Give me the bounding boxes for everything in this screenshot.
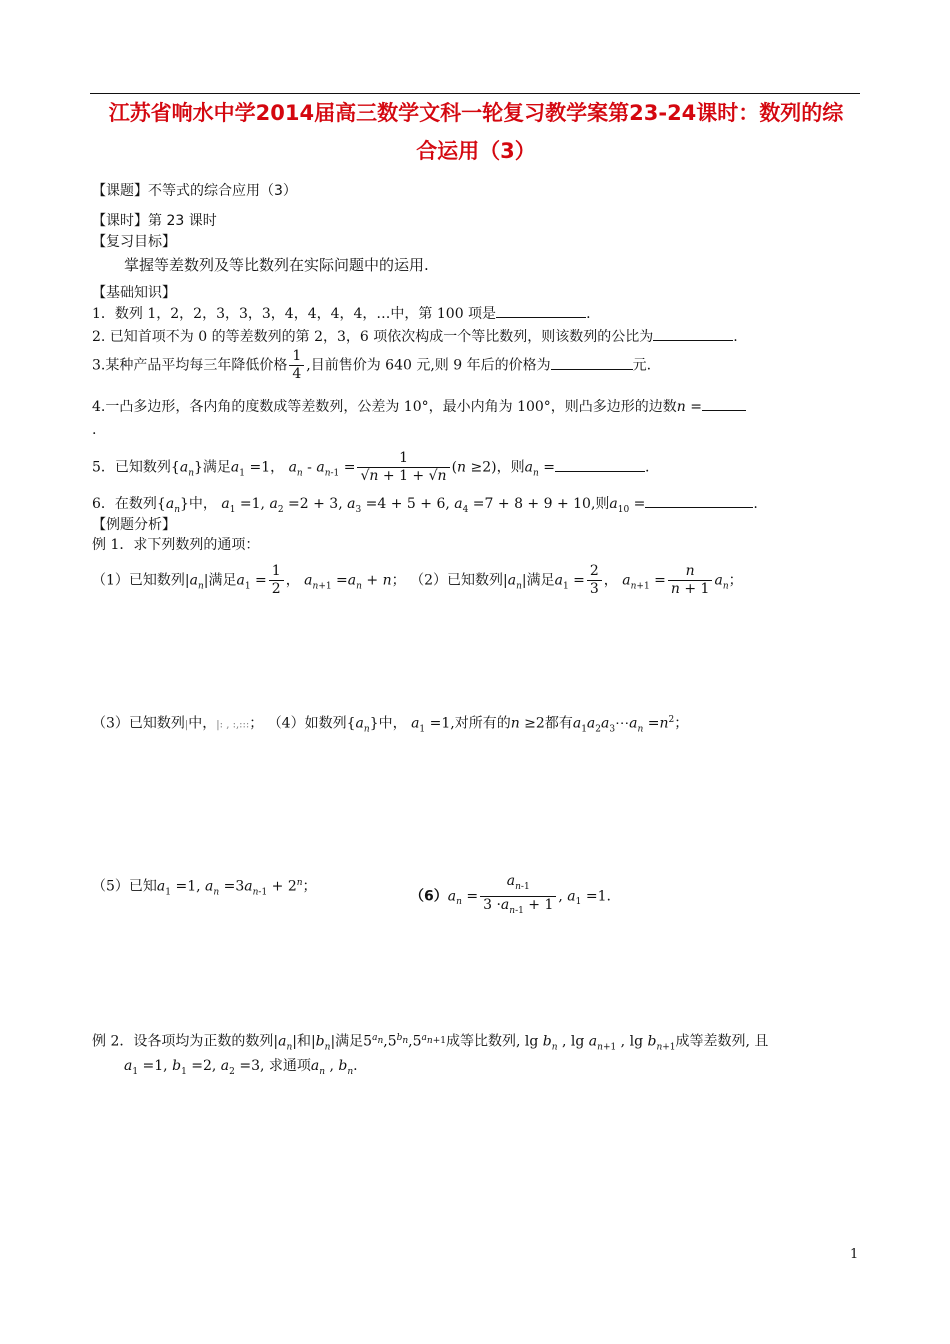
example-1-part-3-mid: 中， <box>188 715 217 732</box>
example-1-part-4-all: ,对所有的 <box>450 715 511 732</box>
question-6-text: 6．在数列 <box>92 496 157 512</box>
question-5-text: 5．已知数列 <box>92 459 171 476</box>
fraction-sqrt: $\frac{1}{√n + 1 + √n}$ <box>357 450 449 485</box>
question-3 <box>92 348 651 383</box>
page-number: 1 <box>850 1247 859 1262</box>
example-2-line-1: 例 2．设各项均为正数的数列$|a_n|$和$|b_n|$满足$5^{a_n},5^{b_n},5^{a_{n+1}}$成等比数列, $\lg b_n$ , $\lg a_{n+1}$ , $\lg b_{n+1}$成等差数列, 且 <box>92 1033 769 1053</box>
example-1-part-6-text: （6） <box>410 888 448 905</box>
question-3-mid: ,目前售价为 640 元,则 9 年后的价格为 <box>306 357 551 374</box>
question-3-end: 元. <box>632 357 652 374</box>
question-4-period: . <box>92 422 97 438</box>
satisfy-text: 满足 <box>526 572 555 589</box>
example-1-part-4-have: 都有 <box>544 715 573 732</box>
example-1-part-6: $(6)a_n$ = $\frac{a_{n-1}}{3 \cdot a_{n-1} + 1}$ , $a_1 =1$. <box>410 873 611 916</box>
basics-heading: 【基础知识】 <box>92 285 176 301</box>
question-5-then: ，则 <box>496 459 525 476</box>
question-1-text: 1．数列 1，2，2，3，3，3，4，4，4，4，…中，第 100 项是 <box>92 306 497 322</box>
question-5-mid: 满足 <box>202 459 231 476</box>
question-3-text: 3.某种产品平均每三年降低价格 <box>92 357 288 374</box>
answer-blank[interactable] <box>645 493 753 508</box>
goal-heading: 【复习目标】 <box>92 234 176 250</box>
example-2-geometric: 成等比数列, <box>445 1033 521 1050</box>
question-5: 5．已知数列$\{a_n\}$满足$a_1 =1$， $a_n - a_{n-1}$ = $\frac{1}{√n + 1 + √n}$ (n ≥2)，则$a_n$ = . <box>92 450 650 484</box>
goal-text: 掌握等差数列及等比数列在实际问题中的运用. <box>124 256 429 274</box>
topic-line: 【课题】不等式的综合应用（3） <box>92 183 297 199</box>
example-1-part-4-mid: 中， <box>378 715 407 732</box>
example-1-part-1: （1）已知数列 <box>92 572 185 589</box>
document-title-line2: 合运用（3） <box>416 139 536 163</box>
document-title-line1: 江苏省响水中学2014届高三数学文科一轮复习教学案第23-24课时：数列的综 <box>108 101 844 125</box>
question-4-text: 4.一凸多边形，各内角的度数成等差数列，公差为 10°，最小内角为 100°，则凸多边形的边数 <box>92 399 677 415</box>
question-6-then: ,则 <box>590 496 610 512</box>
answer-blank[interactable] <box>496 303 586 318</box>
example-1-parts-3-4: （3）已知数列|中，|: , :,:::； （4）如数列$\{a_n\}$中， $a_1 =1$,对所有的n ≥2都有$a_1a_2a_3\cdots a_n =n^2$； <box>92 715 689 735</box>
question-2: 2. 已知首项不为 0 的等差数列的第 2，3，6 项依次构成一个等比数列，则该数列的公比为 . <box>92 326 738 347</box>
example-2-end: , 求通项 <box>259 1058 311 1074</box>
question-1: 1．数列 1，2，2，3，3，3，4，4，4，4，…中，第 100 项是 . <box>92 303 591 324</box>
example-1-part-2: （2）已知数列 <box>410 572 503 589</box>
example-1-part-5: （5）已知$a_1 =1$, $a_n =3a_{n-1} + 2^n$； <box>92 878 317 898</box>
period-line: 【课时】第 23 课时 <box>92 213 217 229</box>
question-6-mid: 中， <box>188 496 217 512</box>
example-1-part-3: （3）已知数列 <box>92 715 185 732</box>
example-2-and: 和 <box>296 1033 311 1050</box>
example-1-title: 例 1．求下列数列的通项： <box>92 537 260 553</box>
example-2-text: 例 2．设各项均为正数的数列 <box>92 1033 274 1050</box>
answer-blank[interactable] <box>555 457 645 472</box>
answer-blank[interactable] <box>653 326 733 341</box>
example-2-satisfy: 满足 <box>335 1033 364 1050</box>
example-1-parts-1-2: （1）已知数列$|a_n|$满足$a_1$ = $\frac{1}{2}$ ， $a_{n+1} =a_n + n$； （2）已知数列$|a_n|$满足$a_1$ = $\frac{2}{3}$ ， $a_{n+1}$ = $\frac{n}{n + 1}$ $a_n$； <box>92 563 743 597</box>
question-4: 4.一凸多边形，各内角的度数成等差数列，公差为 10°，最小内角为 100°，则凸多边形的边数n = <box>92 396 746 417</box>
answer-blank[interactable] <box>551 355 633 370</box>
question-6: 6．在数列$\{a_n\}$中， $a_1 =1$, $a_2 =2 + 3$, $a_3 =4 + 5 + 6$, $a_4 =7 + 8 + 9 + 10$,则$a_{10}$ = . <box>92 493 758 520</box>
example-2-arithmetic: 成等差数列, 且 <box>675 1033 769 1050</box>
example-2-line-2: $a_1 =1$, $b_1 =2$, $a_2 =3$, 求通项$a_n$ , $b_n$. <box>124 1058 358 1077</box>
examples-heading: 【例题分析】 <box>92 517 176 533</box>
question-2-text: 2. 已知首项不为 0 的等差数列的第 2，3，6 项依次构成一个等比数列，则该数列的公比为 <box>92 329 654 345</box>
example-1-part-5-text: （5）已知 <box>92 878 157 895</box>
fraction-one-quarter: $\frac{1}{4}$ <box>289 348 304 383</box>
answer-blank[interactable] <box>702 396 746 411</box>
example-1-part-4: （4）如数列 <box>267 715 347 732</box>
satisfy-text: 满足 <box>208 572 237 589</box>
